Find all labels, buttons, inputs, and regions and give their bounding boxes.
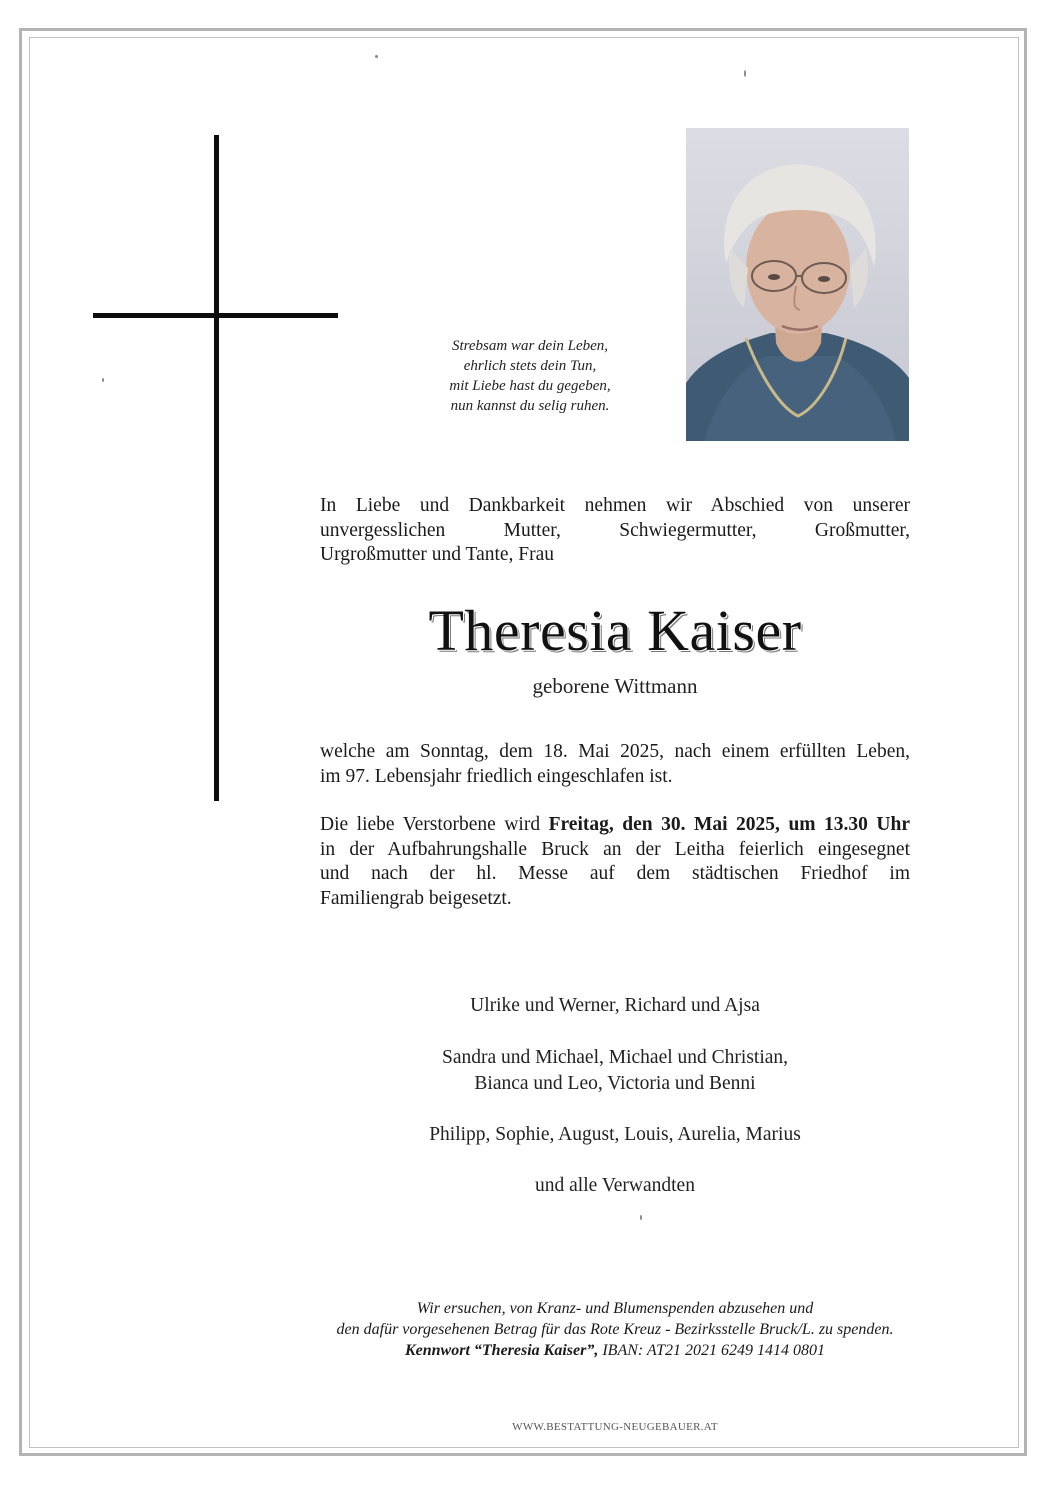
mourners-great-grandchildren: Philipp, Sophie, August, Louis, Aurelia, Marius [429, 1124, 801, 1145]
donation-line: Wir ersuchen, von Kranz- und Blumenspenden abzusehen und [416, 1300, 814, 1317]
funeral-line-first [320, 813, 910, 838]
intro-line: In Liebe und Dankbarkeit nehmen wir Abschied von unserer [320, 495, 910, 516]
funeral-date: Freitag, den 30. Mai 2025, um 13.30 Uhr [548, 814, 910, 835]
memorial-poem [400, 336, 660, 416]
mourners-children: Ulrike und Werner, Richard und Ajsa [470, 995, 760, 1016]
scan-speck [744, 70, 746, 77]
cross-icon-vertical [214, 135, 219, 801]
funeral-line: in der Aufbahrungshalle Bruck an der Leitha feierlich eingesegnet [320, 838, 910, 860]
donation-keyword: Kennwort “Theresia Kaiser”, [404, 1342, 599, 1359]
poem-line: ehrlich stets dein Tun, [463, 358, 597, 374]
scan-speck [375, 55, 378, 58]
intro-line: unvergesslichen Mutter, Schwiegermutter, Großmutter, [320, 519, 910, 541]
death-line: welche am Sonntag, dem 18. Mai 2025, nach einem erfüllten Leben, [320, 741, 910, 762]
intro-line: Urgroßmutter und Tante, Frau [320, 544, 555, 565]
death-line: im 97. Lebensjahr friedlich eingeschlafen ist. [320, 765, 673, 787]
donation-iban: IBAN: AT21 2021 6249 1414 0801 [598, 1342, 826, 1359]
funeral-prefix: Die liebe Verstorbene wird [320, 814, 549, 835]
intro-paragraph [320, 494, 910, 568]
poem-line: Strebsam war dein Leben, [451, 338, 609, 354]
deceased-name: Theresia Kaiser [428, 598, 802, 663]
portrait-photo [686, 128, 909, 441]
mourners-grandchildren-line: Bianca und Leo, Victoria und Benni [474, 1073, 756, 1094]
donation-line: den dafür vorgesehenen Betrag für das Rote Kreuz - Bezirksstelle Bruck/L. zu spenden. [336, 1321, 894, 1338]
poem-line: nun kannst du selig ruhen. [450, 398, 610, 414]
mourners-grandchildren [320, 1045, 910, 1097]
death-paragraph [320, 740, 910, 789]
maiden-name: geborene Wittmann [532, 674, 698, 698]
scan-speck [102, 378, 104, 382]
donation-note [240, 1298, 990, 1361]
donation-keyword-line [240, 1340, 990, 1361]
funeral-line: und nach der hl. Messe auf dem städtischen Friedhof im [320, 863, 910, 884]
funeral-line: Familiengrab beigesetzt. [320, 887, 512, 909]
poem-line: mit Liebe hast du gegeben, [449, 378, 611, 394]
cross-icon-horizontal [93, 313, 338, 318]
scan-speck [640, 1215, 642, 1220]
mourners-grandchildren-line: Sandra und Michael, Michael und Christian, [441, 1047, 789, 1068]
footer-website: WWW.BESTATTUNG-NEUGEBAUER.AT [512, 1421, 718, 1433]
mourners-others: und alle Verwandten [535, 1175, 695, 1196]
funeral-paragraph [320, 813, 910, 911]
